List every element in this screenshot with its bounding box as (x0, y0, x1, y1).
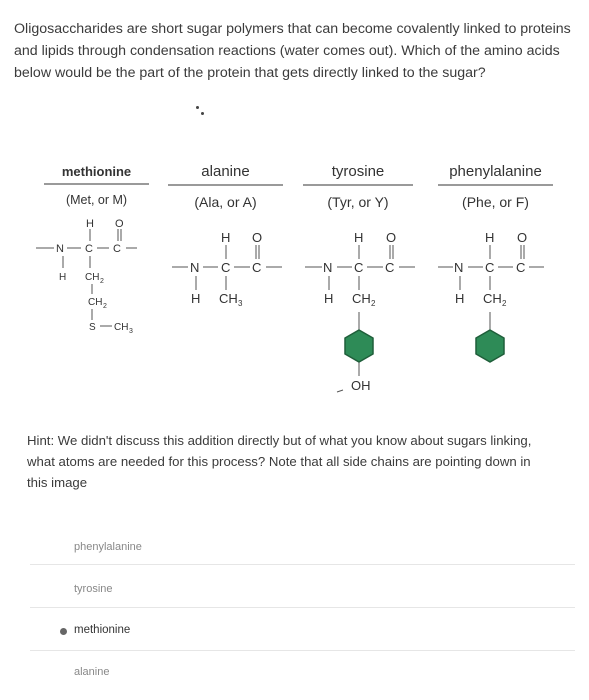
atom-subscript: 3 (238, 299, 243, 308)
atom-label: S (89, 322, 96, 333)
atom-label: CH (114, 322, 129, 333)
divider (30, 650, 575, 651)
option-label: phenylalanine (74, 541, 142, 553)
divider (30, 564, 575, 565)
atom-label: H (354, 230, 364, 245)
atom-label: C (85, 243, 93, 255)
atom-label: CH (219, 291, 238, 306)
atom-label: O (115, 218, 124, 230)
atom-label: C (516, 260, 526, 275)
atom-label: CH (352, 291, 371, 306)
atom-subscript: 2 (103, 303, 107, 310)
atom-label: C (221, 260, 231, 275)
question-text: Oligosaccharides are short sugar polymers that can become covalently linked to proteins and lipids through condensation reactions (water comes out). Which of the amino acids below would be the part of the protein that gets directly linked to the sugar? (14, 21, 571, 81)
atom-label: H (324, 291, 334, 306)
atom-label: CH (88, 297, 103, 308)
amino-acid-name: methionine (61, 164, 132, 179)
option-methionine[interactable] (74, 624, 130, 636)
atom-label: C (385, 260, 395, 275)
atom-label: C (252, 260, 262, 275)
amino-acid-abbr: (Ala, or A) (194, 194, 257, 210)
atom-subscript: 2 (371, 299, 376, 308)
atom-label: N (323, 260, 333, 275)
atom-label: H (59, 272, 67, 283)
hint-text: Hint: We didn't discuss this addition directly but of what you know about sugars linking, what atoms are needed for this process? Note that all side chains are pointing down in this image (27, 433, 532, 490)
option-alanine[interactable] (74, 666, 109, 678)
amino-acid-name: tyrosine (331, 163, 385, 180)
atom-label: CH (85, 272, 100, 283)
amino-acid-name: phenylalanine (449, 163, 542, 180)
option-phenylalanine[interactable] (74, 541, 142, 553)
radio-selected-icon[interactable] (60, 628, 67, 635)
atom-label: O (517, 230, 528, 245)
atom-label: N (190, 260, 200, 275)
atom-label: C (485, 260, 495, 275)
option-label: methionine (74, 624, 131, 636)
atom-label: N (454, 260, 464, 275)
atom-label: H (191, 291, 201, 306)
atom-label: O (252, 230, 263, 245)
atom-subscript: 2 (502, 299, 507, 308)
benzene-ring (345, 330, 373, 362)
benzene-ring (476, 330, 504, 362)
atom-label: N (56, 243, 64, 255)
atom-label: O (386, 230, 397, 245)
option-label: alanine (74, 666, 110, 678)
atom-label: CH (483, 291, 502, 306)
option-label: tyrosine (74, 583, 113, 595)
atom-label: H (485, 230, 495, 245)
atom-label: H (221, 230, 231, 245)
atom-label: OH (351, 378, 371, 393)
amino-acid-name: alanine (201, 163, 250, 180)
divider (30, 607, 575, 608)
atom-subscript: 2 (100, 278, 104, 285)
atom-label: H (455, 291, 465, 306)
amino-acid-abbr: (Tyr, or Y) (327, 194, 389, 210)
atom-subscript: 3 (129, 328, 133, 335)
option-tyrosine[interactable] (74, 583, 113, 595)
amino-acid-abbr: (Phe, or F) (462, 194, 529, 210)
atom-label: C (354, 260, 364, 275)
atom-label: C (113, 243, 121, 255)
atom-label: H (86, 218, 94, 230)
amino-acid-abbr: (Met, or M) (65, 193, 128, 207)
